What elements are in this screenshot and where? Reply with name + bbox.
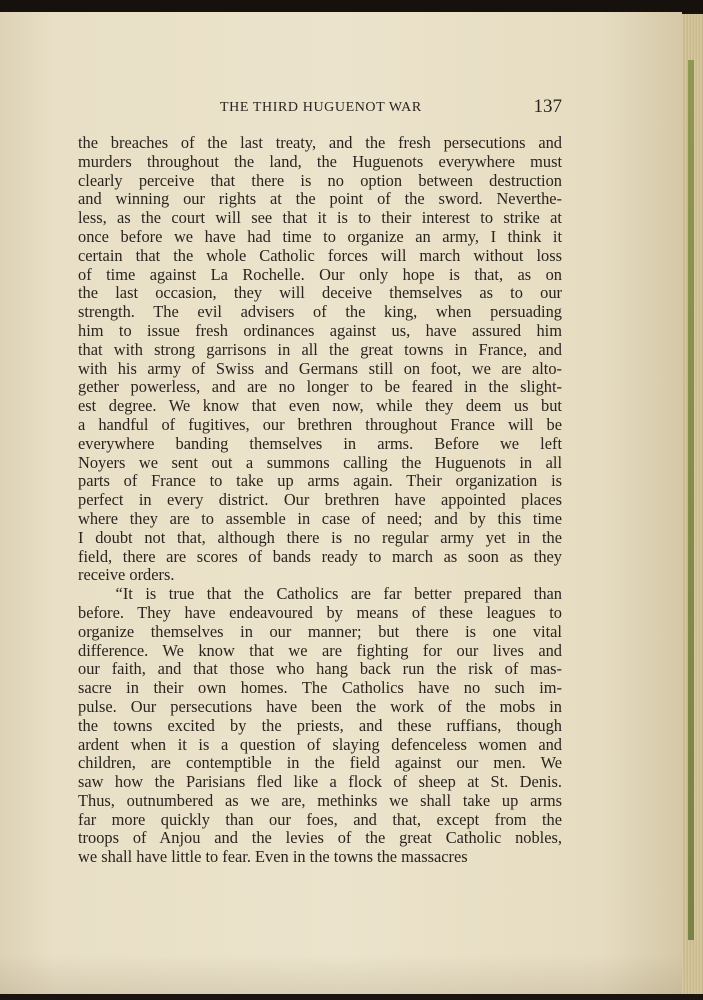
text-line: far more quickly than our foes, and that, except from the	[78, 809, 562, 829]
page-header	[78, 96, 562, 120]
text-line: a handful of fugitives, our brethren throughout France will be	[78, 414, 562, 434]
text-line: and winning our rights at the point of the sword. Neverthe-	[78, 189, 562, 209]
text-line: the towns excited by the priests, and these ruffians, though	[78, 715, 562, 735]
text-line: murders throughout the land, the Huguenots everywhere must	[78, 151, 562, 171]
text-line: parts of France to take up arms again. Their organization is	[78, 471, 562, 491]
text-line: that with strong garrisons in all the great towns in France, and	[78, 339, 562, 359]
text-line: the breaches of the last treaty, and the fresh persecutions and	[78, 133, 562, 152]
running-head: THE THIRD HUGUENOT WAR	[220, 100, 422, 115]
text-line: organize themselves in our manner; but there is one vital	[78, 621, 562, 641]
text-line: before. They have endeavoured by means of these leagues to	[78, 602, 562, 622]
text-line: where they are to assemble in case of need; and by this time	[78, 508, 562, 528]
text-line: him to issue fresh ordinances against us, have assured him	[78, 320, 562, 340]
text-line: less, as the court will see that it is to their interest to strike at	[78, 208, 562, 228]
text-line: certain that the whole Catholic forces will march without loss	[78, 245, 562, 265]
text-line: with his army of Swiss and Germans still on foot, we are alto-	[78, 358, 562, 378]
text-line: ardent when it is a question of slaying defenceless women and	[78, 734, 562, 754]
body-text	[78, 134, 562, 867]
text-line: saw how the Parisians fled like a flock of sheep at St. Denis.	[78, 772, 562, 792]
text-line: “It is true that the Catholics are far better prepared than	[78, 584, 562, 604]
text-line: est degree. We know that even now, while they deem us but	[78, 396, 562, 416]
text-line: children, are contemptible in the field against our men. We	[78, 753, 562, 773]
text-line: receive orders.	[78, 565, 175, 585]
text-line: gether powerless, and are no longer to be feared in the slight-	[78, 377, 562, 397]
text-line: once before we have had time to organize an army, I think it	[78, 226, 562, 246]
text-line: we shall have little to fear. Even in the towns the massacres	[78, 847, 468, 867]
text-line: the last occasion, they will deceive themselves as to our	[78, 283, 562, 303]
text-line: our faith, and that those who hang back run the risk of mas-	[78, 659, 562, 679]
text-line: difference. We know that we are fighting for our lives and	[78, 640, 562, 660]
text-line: I doubt not that, although there is no regular army yet in the	[78, 527, 562, 547]
text-line: sacre in their own homes. The Catholics have no such im-	[78, 678, 562, 698]
text-line: Thus, outnumbered as we are, methinks we shall take up arms	[78, 790, 562, 810]
text-line: strength. The evil advisers of the king, when persuading	[78, 302, 562, 322]
text-line: of time against La Rochelle. Our only hope is that, as on	[78, 264, 562, 284]
text-line: perfect in every district. Our brethren have appointed places	[78, 490, 562, 510]
text-line: pulse. Our persecutions have been the work of the mobs in	[78, 696, 562, 716]
text-line: clearly perceive that there is no option between destruction	[78, 170, 562, 190]
text-line: Noyers we sent out a summons calling the Huguenots in all	[78, 452, 562, 472]
text-line: troops of Anjou and the levies of the great Catholic nobles,	[78, 828, 562, 848]
page-number: 137	[533, 96, 562, 117]
text-line: field, there are scores of bands ready to march as soon as they	[78, 546, 562, 566]
text-line: everywhere banding themselves in arms. Before we left	[78, 433, 562, 453]
book-edge-tint	[688, 60, 694, 940]
